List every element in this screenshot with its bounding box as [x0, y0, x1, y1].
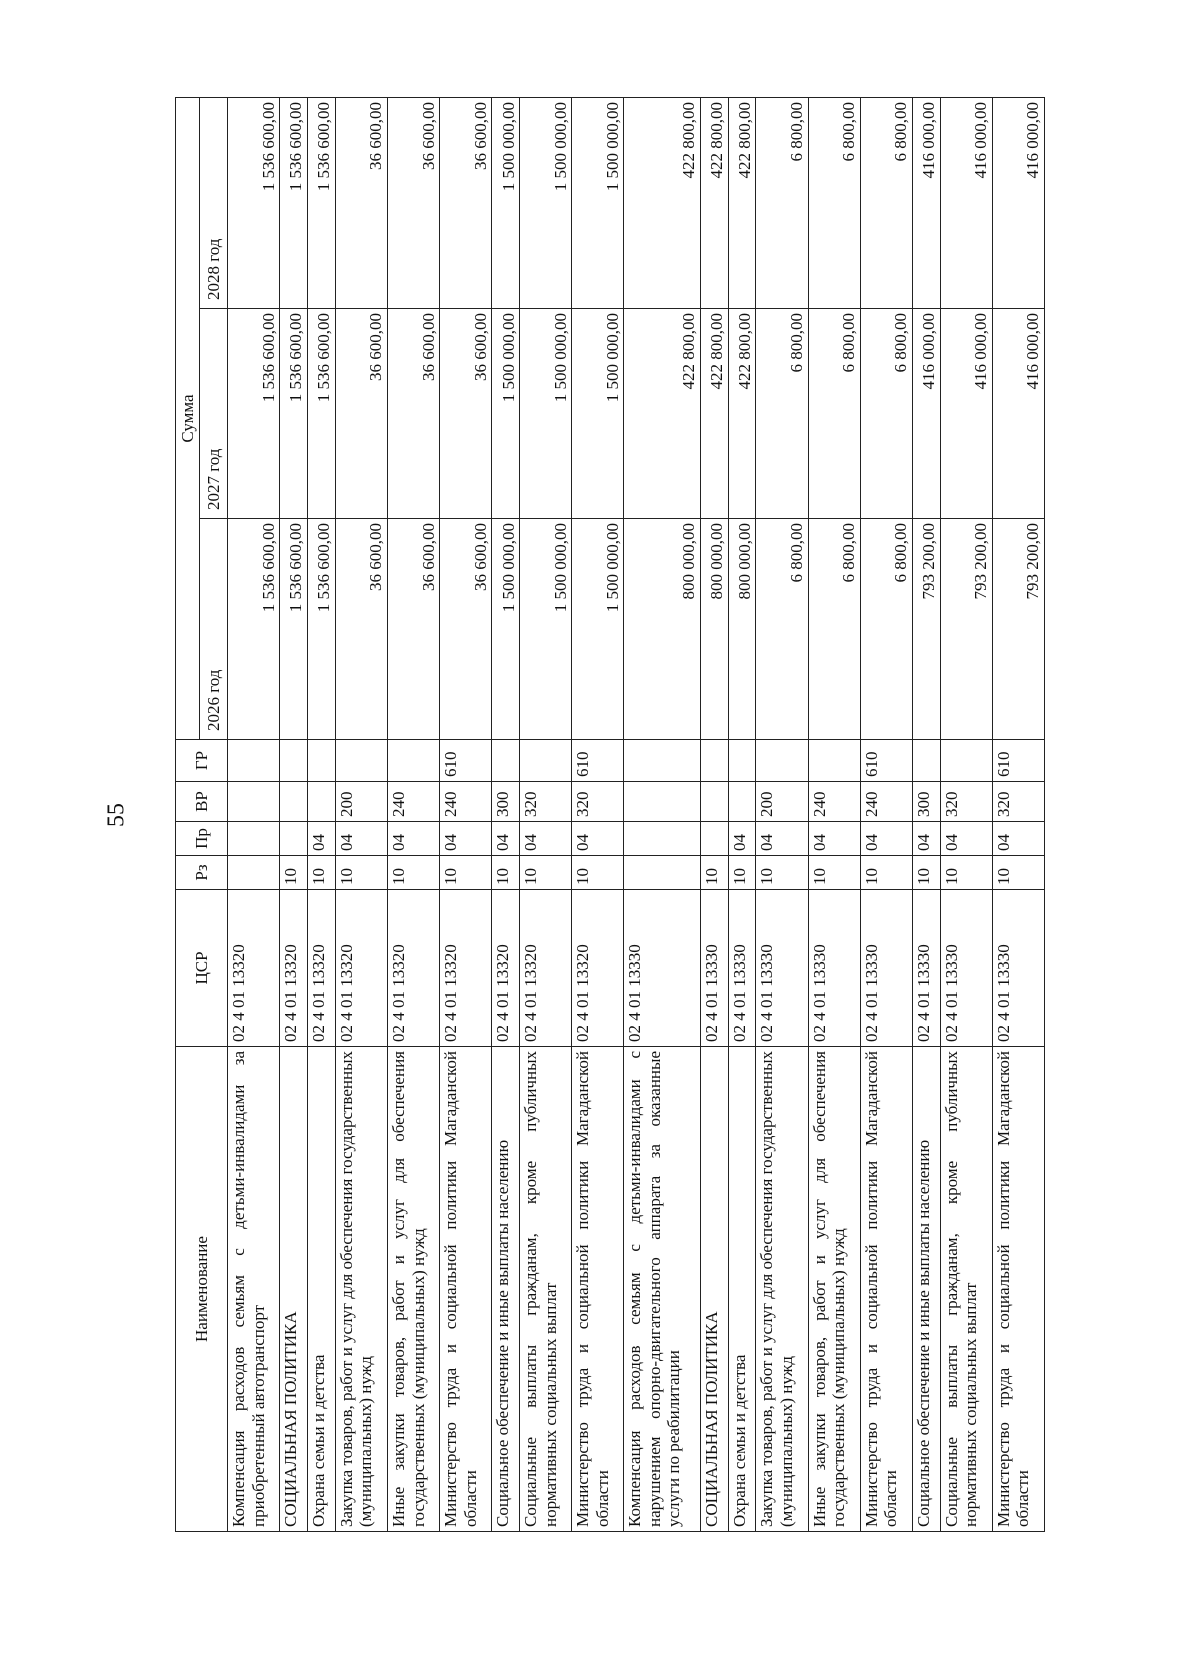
cell-vr	[280, 782, 308, 822]
cell-y2027: 1 500 000,00	[520, 309, 572, 519]
table-row	[335, 98, 387, 1532]
cell-y2026: 6 800,00	[756, 519, 808, 740]
header-csr: ЦСР	[176, 890, 228, 1047]
cell-csr: 02 4 01 13320	[492, 890, 520, 1047]
header-gr: ГР	[176, 740, 228, 782]
cell-pr: 04	[308, 822, 336, 856]
cell-name: Министерство труда и социальной политики Магаданской области	[572, 1047, 624, 1532]
cell-rz: 10	[572, 856, 624, 890]
cell-y2028: 422 800,00	[624, 98, 700, 309]
cell-y2027: 6 800,00	[860, 309, 912, 519]
cell-y2026: 793 200,00	[992, 519, 1044, 740]
cell-csr: 02 4 01 13330	[756, 890, 808, 1047]
cell-y2027: 1 536 600,00	[280, 309, 308, 519]
cell-gr	[728, 740, 756, 782]
table-row	[308, 98, 336, 1532]
cell-rz: 10	[992, 856, 1044, 890]
table-row	[728, 98, 756, 1532]
rotated-page-content	[175, 98, 1045, 1532]
cell-csr: 02 4 01 13320	[440, 890, 492, 1047]
table-row	[440, 98, 492, 1532]
table-row	[756, 98, 808, 1532]
cell-y2027: 1 536 600,00	[308, 309, 336, 519]
cell-y2026: 1 536 600,00	[280, 519, 308, 740]
cell-y2027: 36 600,00	[388, 309, 440, 519]
cell-csr: 02 4 01 13320	[308, 890, 336, 1047]
cell-vr: 320	[520, 782, 572, 822]
cell-gr	[940, 740, 992, 782]
cell-y2027: 1 536 600,00	[228, 309, 280, 519]
cell-y2028: 1 500 000,00	[492, 98, 520, 309]
cell-csr: 02 4 01 13330	[940, 890, 992, 1047]
cell-vr: 200	[335, 782, 387, 822]
cell-vr: 300	[912, 782, 940, 822]
cell-y2028: 36 600,00	[335, 98, 387, 309]
cell-rz: 10	[308, 856, 336, 890]
cell-vr: 300	[492, 782, 520, 822]
cell-vr: 240	[440, 782, 492, 822]
cell-pr: 04	[992, 822, 1044, 856]
cell-csr: 02 4 01 13320	[388, 890, 440, 1047]
cell-y2027: 36 600,00	[335, 309, 387, 519]
cell-y2028: 422 800,00	[700, 98, 728, 309]
cell-rz: 10	[388, 856, 440, 890]
cell-name: Иные закупки товаров, работ и услуг для обеспечения государственных (муниципальных) нужд	[808, 1047, 860, 1532]
cell-y2026: 36 600,00	[388, 519, 440, 740]
cell-name: Социальные выплаты гражданам, кроме публичных нормативных социальных выплат	[940, 1047, 992, 1532]
cell-y2027: 422 800,00	[624, 309, 700, 519]
cell-name: Компенсация расходов семьям с детьми-инвалидами за приобретенный автотранспорт	[228, 1047, 280, 1532]
cell-vr	[308, 782, 336, 822]
table-row	[228, 98, 280, 1532]
cell-pr: 04	[728, 822, 756, 856]
cell-gr: 610	[440, 740, 492, 782]
header-2028: 2028 год	[200, 98, 228, 309]
table-row	[572, 98, 624, 1532]
cell-vr: 200	[756, 782, 808, 822]
table-row	[492, 98, 520, 1532]
cell-y2028: 1 500 000,00	[572, 98, 624, 309]
header-rz: Рз	[176, 856, 228, 890]
cell-pr: 04	[940, 822, 992, 856]
cell-rz: 10	[280, 856, 308, 890]
cell-csr: 02 4 01 13320	[228, 890, 280, 1047]
cell-name: Закупка товаров, работ и услуг для обеспечения государственных (муниципальных) нужд	[335, 1047, 387, 1532]
cell-vr: 320	[572, 782, 624, 822]
cell-pr: 04	[440, 822, 492, 856]
table-row	[280, 98, 308, 1532]
cell-gr	[756, 740, 808, 782]
cell-y2027: 416 000,00	[940, 309, 992, 519]
cell-rz: 10	[756, 856, 808, 890]
cell-rz: 10	[520, 856, 572, 890]
cell-pr: 04	[572, 822, 624, 856]
header-sum: Сумма	[176, 98, 200, 740]
cell-vr: 320	[940, 782, 992, 822]
cell-y2028: 1 536 600,00	[228, 98, 280, 309]
cell-name: Социальные выплаты гражданам, кроме публичных нормативных социальных выплат	[520, 1047, 572, 1532]
cell-y2027: 36 600,00	[440, 309, 492, 519]
page-number: 55	[103, 803, 130, 827]
cell-y2027: 422 800,00	[700, 309, 728, 519]
cell-gr: 610	[572, 740, 624, 782]
cell-name: СОЦИАЛЬНАЯ ПОЛИТИКА	[280, 1047, 308, 1532]
cell-csr: 02 4 01 13330	[808, 890, 860, 1047]
cell-gr	[492, 740, 520, 782]
cell-vr: 240	[388, 782, 440, 822]
cell-y2028: 422 800,00	[728, 98, 756, 309]
table-row	[940, 98, 992, 1532]
cell-y2028: 416 000,00	[940, 98, 992, 309]
header-row-1	[176, 98, 200, 1532]
table-row	[700, 98, 728, 1532]
cell-rz: 10	[860, 856, 912, 890]
cell-y2028: 36 600,00	[388, 98, 440, 309]
cell-rz: 10	[492, 856, 520, 890]
cell-gr	[808, 740, 860, 782]
cell-pr: 04	[860, 822, 912, 856]
cell-vr: 240	[860, 782, 912, 822]
cell-y2026: 800 000,00	[624, 519, 700, 740]
cell-y2026: 800 000,00	[700, 519, 728, 740]
table-row	[860, 98, 912, 1532]
cell-gr: 610	[992, 740, 1044, 782]
cell-csr: 02 4 01 13330	[700, 890, 728, 1047]
cell-csr: 02 4 01 13330	[624, 890, 700, 1047]
cell-y2027: 6 800,00	[808, 309, 860, 519]
cell-y2026: 793 200,00	[940, 519, 992, 740]
header-pr: Пр	[176, 822, 228, 856]
header-2026: 2026 год	[200, 519, 228, 740]
cell-y2026: 1 500 000,00	[572, 519, 624, 740]
cell-y2026: 6 800,00	[808, 519, 860, 740]
cell-rz: 10	[940, 856, 992, 890]
cell-rz: 10	[440, 856, 492, 890]
cell-y2026: 1 536 600,00	[228, 519, 280, 740]
cell-csr: 02 4 01 13330	[912, 890, 940, 1047]
cell-csr: 02 4 01 13320	[280, 890, 308, 1047]
cell-pr	[700, 822, 728, 856]
cell-pr: 04	[335, 822, 387, 856]
cell-rz: 10	[335, 856, 387, 890]
cell-y2028: 36 600,00	[440, 98, 492, 309]
cell-y2026: 1 500 000,00	[520, 519, 572, 740]
cell-gr	[308, 740, 336, 782]
cell-pr	[280, 822, 308, 856]
cell-csr: 02 4 01 13330	[728, 890, 756, 1047]
header-vr: ВР	[176, 782, 228, 822]
cell-y2026: 36 600,00	[335, 519, 387, 740]
cell-name: Министерство труда и социальной политики Магаданской области	[440, 1047, 492, 1532]
cell-pr: 04	[492, 822, 520, 856]
cell-rz	[624, 856, 700, 890]
cell-gr	[228, 740, 280, 782]
cell-gr	[335, 740, 387, 782]
cell-pr	[624, 822, 700, 856]
cell-y2027: 1 500 000,00	[572, 309, 624, 519]
cell-gr	[520, 740, 572, 782]
cell-y2028: 1 536 600,00	[280, 98, 308, 309]
cell-y2026: 793 200,00	[912, 519, 940, 740]
header-name: Наименование	[176, 1047, 228, 1532]
cell-gr	[280, 740, 308, 782]
cell-y2026: 36 600,00	[440, 519, 492, 740]
cell-y2027: 422 800,00	[728, 309, 756, 519]
cell-y2028: 1 500 000,00	[520, 98, 572, 309]
cell-name: Охрана семьи и детства	[728, 1047, 756, 1532]
cell-gr	[912, 740, 940, 782]
cell-y2027: 416 000,00	[992, 309, 1044, 519]
cell-y2028: 6 800,00	[756, 98, 808, 309]
cell-y2027: 6 800,00	[756, 309, 808, 519]
cell-name: Компенсация расходов семьям с детьми-инвалидами с нарушением опорно-двигательного аппарата за оказанные услуги по реабилитации	[624, 1047, 700, 1532]
cell-name: Закупка товаров, работ и услуг для обеспечения государственных (муниципальных) нужд	[756, 1047, 808, 1532]
table-body	[228, 98, 1045, 1532]
table-row	[624, 98, 700, 1532]
cell-gr	[388, 740, 440, 782]
cell-pr: 04	[756, 822, 808, 856]
cell-csr: 02 4 01 13320	[335, 890, 387, 1047]
cell-y2028: 1 536 600,00	[308, 98, 336, 309]
cell-name: Министерство труда и социальной политики Магаданской области	[992, 1047, 1044, 1532]
cell-vr: 320	[992, 782, 1044, 822]
table-row	[992, 98, 1044, 1532]
cell-name: Министерство труда и социальной политики Магаданской области	[860, 1047, 912, 1532]
cell-gr	[700, 740, 728, 782]
cell-rz: 10	[728, 856, 756, 890]
table-row	[912, 98, 940, 1532]
table-row	[388, 98, 440, 1532]
cell-name: Иные закупки товаров, работ и услуг для обеспечения государственных (муниципальных) нужд	[388, 1047, 440, 1532]
cell-pr	[228, 822, 280, 856]
table-row	[520, 98, 572, 1532]
cell-y2026: 1 500 000,00	[492, 519, 520, 740]
cell-csr: 02 4 01 13330	[860, 890, 912, 1047]
cell-rz: 10	[808, 856, 860, 890]
cell-vr	[228, 782, 280, 822]
budget-table	[175, 97, 1045, 1532]
cell-name: СОЦИАЛЬНАЯ ПОЛИТИКА	[700, 1047, 728, 1532]
cell-name: Охрана семьи и детства	[308, 1047, 336, 1532]
cell-pr: 04	[912, 822, 940, 856]
cell-vr	[624, 782, 700, 822]
cell-rz: 10	[912, 856, 940, 890]
table-row	[808, 98, 860, 1532]
cell-y2027: 1 500 000,00	[492, 309, 520, 519]
cell-rz	[228, 856, 280, 890]
cell-csr: 02 4 01 13330	[992, 890, 1044, 1047]
header-2027: 2027 год	[200, 309, 228, 519]
cell-y2026: 800 000,00	[728, 519, 756, 740]
cell-name: Социальное обеспечение и иные выплаты населению	[912, 1047, 940, 1532]
cell-gr: 610	[860, 740, 912, 782]
cell-csr: 02 4 01 13320	[572, 890, 624, 1047]
cell-csr: 02 4 01 13320	[520, 890, 572, 1047]
cell-vr	[728, 782, 756, 822]
cell-name: Социальное обеспечение и иные выплаты населению	[492, 1047, 520, 1532]
cell-y2028: 6 800,00	[808, 98, 860, 309]
cell-y2028: 416 000,00	[992, 98, 1044, 309]
cell-vr: 240	[808, 782, 860, 822]
cell-gr	[624, 740, 700, 782]
cell-pr: 04	[388, 822, 440, 856]
cell-y2028: 6 800,00	[860, 98, 912, 309]
cell-pr: 04	[808, 822, 860, 856]
cell-y2026: 1 536 600,00	[308, 519, 336, 740]
cell-y2027: 416 000,00	[912, 309, 940, 519]
cell-pr: 04	[520, 822, 572, 856]
cell-rz: 10	[700, 856, 728, 890]
cell-y2026: 6 800,00	[860, 519, 912, 740]
cell-y2028: 416 000,00	[912, 98, 940, 309]
cell-vr	[700, 782, 728, 822]
